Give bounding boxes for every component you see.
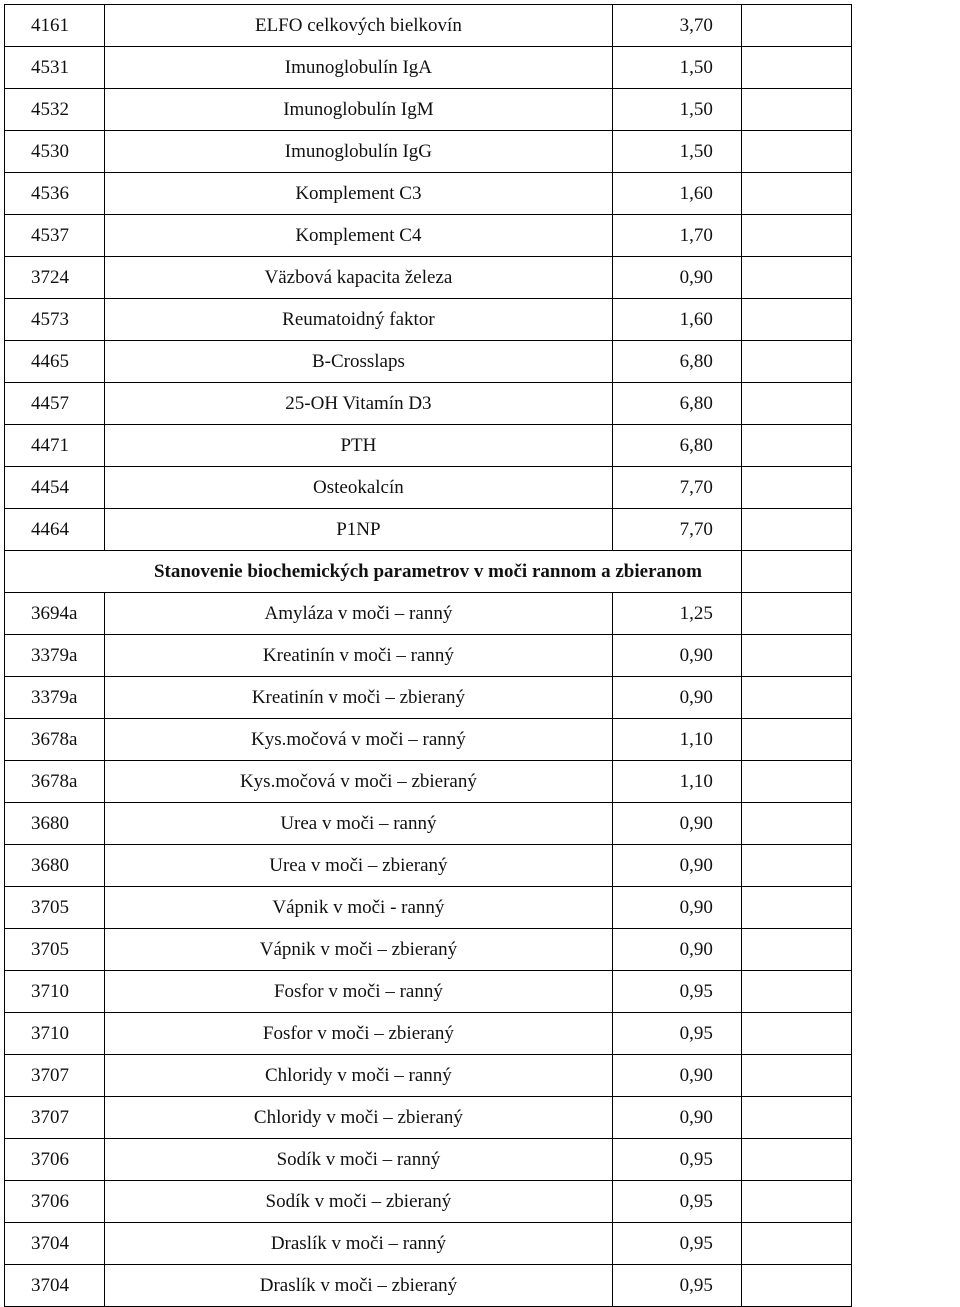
code-cell bbox=[5, 1055, 105, 1097]
empty-cell bbox=[741, 89, 851, 131]
name-cell bbox=[105, 1181, 613, 1223]
code-cell bbox=[5, 929, 105, 971]
table-row bbox=[5, 215, 852, 257]
price-cell bbox=[612, 215, 741, 257]
price-cell-text: 0,95 bbox=[679, 980, 713, 1002]
empty-cell bbox=[741, 1055, 851, 1097]
name-cell bbox=[105, 257, 613, 299]
code-cell-text: 3707 bbox=[31, 1064, 69, 1086]
code-cell bbox=[5, 1139, 105, 1181]
table-row bbox=[5, 887, 852, 929]
price-cell bbox=[612, 845, 741, 887]
empty-cell bbox=[741, 677, 851, 719]
price-cell-text: 0,90 bbox=[679, 938, 713, 960]
table-row bbox=[5, 1013, 852, 1055]
empty-cell bbox=[741, 299, 851, 341]
code-cell-text: 3704 bbox=[31, 1232, 69, 1254]
name-cell-text: Draslík v moči – zbieraný bbox=[259, 1274, 458, 1296]
name-cell-text: Chloridy v moči – ranný bbox=[265, 1064, 452, 1086]
code-cell bbox=[5, 803, 105, 845]
section-header-cell-text: Stanovenie biochemických parametrov v moči rannom a zbieranom bbox=[153, 560, 702, 582]
empty-cell bbox=[741, 929, 851, 971]
empty-cell bbox=[741, 971, 851, 1013]
empty-cell bbox=[741, 593, 851, 635]
name-cell-text: Kreatinín v moči – zbieraný bbox=[251, 686, 465, 708]
code-cell-text: 4471 bbox=[31, 434, 69, 456]
empty-cell bbox=[741, 383, 851, 425]
name-cell-text: Väzbová kapacita železa bbox=[264, 266, 453, 288]
name-cell-text: Draslík v moči – ranný bbox=[270, 1232, 446, 1254]
name-cell bbox=[105, 131, 613, 173]
name-cell bbox=[105, 89, 613, 131]
name-cell-text: Urea v moči – zbieraný bbox=[269, 854, 448, 876]
table-row bbox=[5, 593, 852, 635]
code-cell-text: 3707 bbox=[31, 1106, 69, 1128]
name-cell-text: Osteokalcín bbox=[313, 476, 404, 498]
empty-cell bbox=[741, 719, 851, 761]
empty-cell bbox=[741, 887, 851, 929]
empty-cell bbox=[741, 467, 851, 509]
price-cell bbox=[612, 593, 741, 635]
name-cell bbox=[105, 47, 613, 89]
price-cell bbox=[612, 1181, 741, 1223]
empty-cell bbox=[741, 845, 851, 887]
name-cell-text: B-Crosslaps bbox=[311, 350, 405, 372]
empty-cell bbox=[741, 341, 851, 383]
price-cell bbox=[612, 1055, 741, 1097]
name-cell bbox=[105, 341, 613, 383]
code-cell-text: 4457 bbox=[31, 392, 69, 414]
empty-cell bbox=[741, 173, 851, 215]
name-cell-text: P1NP bbox=[336, 518, 381, 540]
name-cell bbox=[105, 929, 613, 971]
price-cell-text: 0,90 bbox=[679, 644, 713, 666]
price-cell bbox=[612, 1223, 741, 1265]
code-cell-text: 3379a bbox=[31, 644, 78, 666]
name-cell-text: Imunoglobulín IgM bbox=[283, 98, 434, 120]
price-cell-text: 0,90 bbox=[679, 266, 713, 288]
name-cell bbox=[105, 971, 613, 1013]
price-cell-text: 1,70 bbox=[679, 224, 713, 246]
name-cell bbox=[105, 1097, 613, 1139]
code-cell bbox=[5, 425, 105, 467]
code-cell bbox=[5, 341, 105, 383]
code-cell bbox=[5, 677, 105, 719]
price-cell-text: 0,90 bbox=[679, 1064, 713, 1086]
code-cell bbox=[5, 1097, 105, 1139]
price-cell-text: 1,10 bbox=[679, 770, 713, 792]
code-cell bbox=[5, 131, 105, 173]
code-cell bbox=[5, 215, 105, 257]
price-cell bbox=[612, 89, 741, 131]
price-cell-text: 3,70 bbox=[679, 14, 713, 36]
name-cell bbox=[105, 299, 613, 341]
name-cell-text: Kys.močová v moči – zbieraný bbox=[239, 770, 477, 792]
name-cell-text: PTH bbox=[340, 434, 377, 456]
table-row bbox=[5, 257, 852, 299]
price-cell bbox=[612, 929, 741, 971]
code-cell bbox=[5, 761, 105, 803]
price-cell-text: 0,95 bbox=[679, 1274, 713, 1296]
price-cell bbox=[612, 1265, 741, 1307]
code-cell-text: 3680 bbox=[31, 812, 69, 834]
empty-cell bbox=[741, 47, 851, 89]
name-cell-text: Komplement C4 bbox=[295, 224, 422, 246]
table-row bbox=[5, 383, 852, 425]
price-cell-text: 1,60 bbox=[679, 308, 713, 330]
code-cell bbox=[5, 1181, 105, 1223]
price-cell bbox=[612, 173, 741, 215]
name-cell-text: ELFO celkových bielkovín bbox=[254, 14, 462, 36]
empty-cell bbox=[741, 5, 851, 47]
price-cell-text: 1,50 bbox=[679, 98, 713, 120]
price-list-body bbox=[5, 5, 852, 1307]
price-cell-text: 0,90 bbox=[679, 686, 713, 708]
code-cell-text: 3704 bbox=[31, 1274, 69, 1296]
name-cell bbox=[105, 1139, 613, 1181]
name-cell bbox=[105, 173, 613, 215]
code-cell bbox=[5, 47, 105, 89]
price-cell-text: 0,90 bbox=[679, 812, 713, 834]
table-row bbox=[5, 845, 852, 887]
price-cell bbox=[612, 1097, 741, 1139]
code-cell-text: 4530 bbox=[31, 140, 69, 162]
code-cell-text: 3705 bbox=[31, 938, 69, 960]
empty-cell bbox=[741, 1097, 851, 1139]
name-cell bbox=[105, 677, 613, 719]
price-cell bbox=[612, 467, 741, 509]
price-cell bbox=[612, 299, 741, 341]
empty-cell bbox=[741, 1223, 851, 1265]
table-row bbox=[5, 803, 852, 845]
code-cell-text: 3680 bbox=[31, 854, 69, 876]
name-cell-text: Imunoglobulín IgA bbox=[284, 56, 433, 78]
price-cell-text: 6,80 bbox=[679, 392, 713, 414]
code-cell bbox=[5, 1013, 105, 1055]
table-row bbox=[5, 719, 852, 761]
name-cell bbox=[105, 635, 613, 677]
empty-cell bbox=[741, 425, 851, 467]
price-cell bbox=[612, 1139, 741, 1181]
code-cell bbox=[5, 89, 105, 131]
name-cell bbox=[105, 1265, 613, 1307]
code-cell bbox=[5, 383, 105, 425]
code-cell bbox=[5, 257, 105, 299]
price-cell-text: 6,80 bbox=[679, 350, 713, 372]
name-cell-text: Sodík v moči – zbieraný bbox=[265, 1190, 452, 1212]
code-cell-text: 3678a bbox=[31, 728, 78, 750]
name-cell bbox=[105, 467, 613, 509]
code-cell-text: 3694a bbox=[31, 602, 78, 624]
code-cell-text: 4531 bbox=[31, 56, 69, 78]
price-cell bbox=[612, 1013, 741, 1055]
empty-cell bbox=[741, 551, 851, 593]
price-cell bbox=[612, 509, 741, 551]
name-cell-text: Komplement C3 bbox=[295, 182, 422, 204]
price-cell-text: 0,90 bbox=[679, 1106, 713, 1128]
code-cell-text: 4537 bbox=[31, 224, 69, 246]
name-cell-text: Kys.močová v moči – ranný bbox=[251, 728, 466, 750]
name-cell bbox=[105, 1055, 613, 1097]
name-cell-text: Amyláza v moči – ranný bbox=[264, 602, 453, 624]
name-cell-text: Kreatinín v moči – ranný bbox=[262, 644, 454, 666]
name-cell-text: Chloridy v moči – zbieraný bbox=[253, 1106, 463, 1128]
section-header-cell bbox=[5, 551, 742, 593]
code-cell-text: 3705 bbox=[31, 896, 69, 918]
table-row bbox=[5, 1097, 852, 1139]
name-cell bbox=[105, 803, 613, 845]
name-cell bbox=[105, 383, 613, 425]
code-cell bbox=[5, 635, 105, 677]
name-cell bbox=[105, 1223, 613, 1265]
table-row bbox=[5, 1181, 852, 1223]
price-cell-text: 1,60 bbox=[679, 182, 713, 204]
table-row bbox=[5, 467, 852, 509]
table-row bbox=[5, 929, 852, 971]
name-cell-text: Urea v moči – ranný bbox=[280, 812, 437, 834]
price-list-table bbox=[4, 4, 852, 1307]
empty-cell bbox=[741, 131, 851, 173]
table-row bbox=[5, 299, 852, 341]
price-cell bbox=[612, 257, 741, 299]
name-cell-text: Fosfor v moči – ranný bbox=[273, 980, 443, 1002]
price-cell-text: 0,95 bbox=[679, 1148, 713, 1170]
code-cell bbox=[5, 593, 105, 635]
code-cell-text: 3706 bbox=[31, 1148, 69, 1170]
empty-cell bbox=[741, 1139, 851, 1181]
price-cell-text: 1,50 bbox=[679, 140, 713, 162]
price-cell-text: 1,10 bbox=[679, 728, 713, 750]
code-cell bbox=[5, 173, 105, 215]
price-cell-text: 1,50 bbox=[679, 56, 713, 78]
code-cell bbox=[5, 971, 105, 1013]
empty-cell bbox=[741, 761, 851, 803]
code-cell-text: 4465 bbox=[31, 350, 69, 372]
code-cell-text: 3710 bbox=[31, 1022, 69, 1044]
table-row bbox=[5, 341, 852, 383]
code-cell bbox=[5, 845, 105, 887]
price-cell-text: 0,95 bbox=[679, 1232, 713, 1254]
name-cell bbox=[105, 5, 613, 47]
name-cell bbox=[105, 719, 613, 761]
table-row bbox=[5, 173, 852, 215]
price-cell-text: 0,90 bbox=[679, 854, 713, 876]
code-cell bbox=[5, 5, 105, 47]
table-row bbox=[5, 677, 852, 719]
name-cell bbox=[105, 887, 613, 929]
empty-cell bbox=[741, 803, 851, 845]
code-cell bbox=[5, 1223, 105, 1265]
price-cell-text: 1,25 bbox=[679, 602, 713, 624]
price-cell bbox=[612, 761, 741, 803]
table-row bbox=[5, 1055, 852, 1097]
code-cell-text: 4464 bbox=[31, 518, 69, 540]
name-cell bbox=[105, 509, 613, 551]
price-cell bbox=[612, 971, 741, 1013]
code-cell-text: 3724 bbox=[31, 266, 69, 288]
price-cell bbox=[612, 5, 741, 47]
code-cell-text: 4573 bbox=[31, 308, 69, 330]
table-row bbox=[5, 509, 852, 551]
price-cell-text: 6,80 bbox=[679, 434, 713, 456]
price-cell bbox=[612, 677, 741, 719]
code-cell bbox=[5, 509, 105, 551]
code-cell bbox=[5, 887, 105, 929]
empty-cell bbox=[741, 635, 851, 677]
table-row bbox=[5, 5, 852, 47]
name-cell-text: Fosfor v moči – zbieraný bbox=[262, 1022, 454, 1044]
code-cell bbox=[5, 299, 105, 341]
code-cell-text: 3678a bbox=[31, 770, 78, 792]
table-row bbox=[5, 1223, 852, 1265]
price-cell bbox=[612, 719, 741, 761]
name-cell-text: 25-OH Vitamín D3 bbox=[285, 392, 432, 414]
table-row bbox=[5, 971, 852, 1013]
price-cell bbox=[612, 887, 741, 929]
code-cell bbox=[5, 1265, 105, 1307]
price-cell-text: 7,70 bbox=[679, 476, 713, 498]
table-row bbox=[5, 47, 852, 89]
price-cell bbox=[612, 383, 741, 425]
table-row bbox=[5, 425, 852, 467]
table-row bbox=[5, 1139, 852, 1181]
code-cell-text: 4532 bbox=[31, 98, 69, 120]
table-row bbox=[5, 89, 852, 131]
code-cell-text: 3379a bbox=[31, 686, 78, 708]
empty-cell bbox=[741, 1181, 851, 1223]
price-cell bbox=[612, 635, 741, 677]
table-row bbox=[5, 635, 852, 677]
empty-cell bbox=[741, 1013, 851, 1055]
name-cell bbox=[105, 845, 613, 887]
price-cell bbox=[612, 425, 741, 467]
name-cell-text: Vápnik v moči - ranný bbox=[272, 896, 445, 918]
code-cell-text: 4536 bbox=[31, 182, 69, 204]
code-cell bbox=[5, 719, 105, 761]
name-cell-text: Vápnik v moči – zbieraný bbox=[259, 938, 458, 960]
code-cell-text: 3710 bbox=[31, 980, 69, 1002]
price-cell bbox=[612, 341, 741, 383]
code-cell-text: 3706 bbox=[31, 1190, 69, 1212]
price-cell-text: 0,95 bbox=[679, 1190, 713, 1212]
name-cell-text: Imunoglobulín IgG bbox=[284, 140, 433, 162]
name-cell-text: Reumatoidný faktor bbox=[282, 308, 435, 330]
price-cell-text: 0,95 bbox=[679, 1022, 713, 1044]
empty-cell bbox=[741, 215, 851, 257]
name-cell bbox=[105, 425, 613, 467]
price-cell-text: 0,90 bbox=[679, 896, 713, 918]
price-cell bbox=[612, 803, 741, 845]
name-cell bbox=[105, 215, 613, 257]
empty-cell bbox=[741, 509, 851, 551]
name-cell-text: Sodík v moči – ranný bbox=[276, 1148, 441, 1170]
empty-cell bbox=[741, 1265, 851, 1307]
price-cell-text: 7,70 bbox=[679, 518, 713, 540]
code-cell bbox=[5, 467, 105, 509]
name-cell bbox=[105, 1013, 613, 1055]
table-row bbox=[5, 1265, 852, 1307]
price-cell bbox=[612, 47, 741, 89]
empty-cell bbox=[741, 257, 851, 299]
table-row bbox=[5, 131, 852, 173]
code-cell-text: 4454 bbox=[31, 476, 69, 498]
code-cell-text: 4161 bbox=[31, 14, 69, 36]
name-cell bbox=[105, 593, 613, 635]
section-header-row bbox=[5, 551, 852, 593]
price-cell bbox=[612, 131, 741, 173]
name-cell bbox=[105, 761, 613, 803]
table-row bbox=[5, 761, 852, 803]
